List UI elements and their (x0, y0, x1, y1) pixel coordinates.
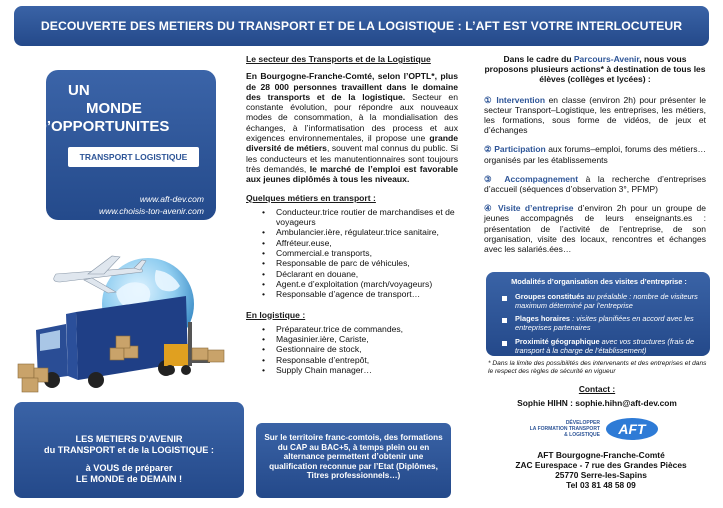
territory-training-box (256, 423, 451, 498)
truck-icon (36, 296, 188, 388)
opp-line-2: MONDE (86, 100, 142, 117)
action-item (484, 174, 706, 194)
sector-intro-bold: En Bourgogne-Franche-Comté, selon l’OPTL*, plus de 28 000 personnes travaillent dans le domaine des transports et de la logistique. (246, 71, 458, 102)
modalities-title: Modalités d’organisation des visites d’entreprise : (511, 277, 687, 286)
list-item: • Ambulancier.ière, régulateur.trice sanitaire, (262, 227, 458, 237)
intro-text-2: , nous vous proposons plusieurs actions* à destination de tous les élèves (collèges et lycées) : (484, 54, 706, 85)
action-item (484, 203, 706, 254)
logistics-jobs-list (246, 324, 458, 375)
list-item: • Déclarant en douane, (262, 269, 458, 279)
modality-row (494, 338, 704, 356)
future-jobs-line-3: à VOUS de préparer (85, 463, 173, 474)
sector-text-2: , souvent mal connus du public. Si les conducteurs et les manutentionnaires sont toujours très demandés, (246, 143, 458, 174)
action-item (484, 144, 706, 164)
opportunities-card (36, 70, 216, 220)
action-text: en classe (environ 2h) pour présenter le secteur Transport–Logistique, les entreprises, les métiers, les formations, sous forme de vidéos, de jeux et d’échanges (484, 94, 706, 136)
logo-tagline-2: LA FORMATION TRANSPORT (529, 426, 600, 432)
address-line-4: Tel 03 81 48 58 09 (566, 480, 636, 490)
territory-text: Sur le territoire franc-comtois, des formations du CAP au BAC+5, à temps plein ou en alternance permettent d’obtenir une qualification reconnue par l’Etat (Diplômes, Titres professionnels…) (264, 433, 443, 481)
list-item: • Responsable d’agence de transport… (262, 289, 458, 299)
action-item (484, 95, 706, 136)
sector-text-1: Secteur en constante évolution, pour répondre aux nouveaux modes de consommation, à la mondialisation des échanges, à l’informatisation des process et aux exigences environnementales, il propose une (246, 91, 458, 144)
opp-line-3: D’OPPORTUNITES (36, 118, 170, 135)
list-item: • Affréteur.euse, (262, 238, 458, 248)
action-title: Participation (494, 144, 546, 155)
square-bullet-icon (502, 296, 507, 301)
sector-column (246, 54, 458, 375)
logo-mark: AFT (618, 421, 646, 437)
list-item: • Agent.e d’exploitation (march/voyageurs) (262, 279, 458, 289)
action-title: Visite d’entreprise (497, 203, 574, 214)
visit-modalities-box (486, 272, 710, 356)
transport-logistics-illustration (16, 252, 236, 400)
opp-line-1: UN (68, 82, 90, 99)
address-line-2: ZAC Eurespace - 7 rue des Grandes Pièces (515, 460, 687, 470)
modality-label: Proximité géographique (515, 336, 600, 346)
list-item: • Responsable d’entrepôt, (262, 355, 458, 365)
modality-label: Groupes constitués (515, 291, 585, 301)
number-3-icon: ③ (484, 173, 497, 184)
transport-jobs-list (246, 207, 458, 300)
future-jobs-line-2: du TRANSPORT et de la LOGISTIQUE : (44, 444, 214, 455)
sector-title: Le secteur des Transports et de la Logistique (246, 54, 431, 64)
list-item: • Commercial.e transports, (262, 248, 458, 258)
action-title: Accompagnement (504, 173, 579, 184)
modality-text: avec vos structures (frais de transport à la charge de l’établissement) (515, 336, 695, 355)
list-item: • Responsable de parc de véhicules, (262, 258, 458, 268)
future-jobs-line-4: LE MONDE de DEMAIN ! (75, 473, 183, 484)
number-2-icon: ② (484, 144, 492, 155)
sector-diversity: grande diversité de métiers (246, 133, 458, 154)
list-item: • Supply Chain manager… (262, 365, 458, 375)
list-item: • Préparateur.trice de commandes, (262, 324, 458, 334)
number-4-icon: ④ (484, 203, 494, 214)
sector-paragraph (246, 71, 458, 184)
transport-logistique-badge: TRANSPORT LOGISTIQUE (68, 147, 199, 167)
address-block (496, 450, 706, 490)
future-jobs-box (14, 402, 244, 498)
action-title: Intervention (496, 94, 546, 105)
sector-job-market: le marché de l’emploi est favorable aux jeunes diplômés à tous les niveaux. (246, 163, 459, 185)
contact-block (486, 384, 708, 409)
address-line-3: 25770 Serre-les-Sapins (555, 470, 647, 480)
list-item: • Magasinier.ière, Cariste, (262, 334, 458, 344)
logistics-jobs-title: En logistique : (246, 309, 306, 320)
logo-tagline-1: DÉVELOPPER (565, 420, 600, 426)
list-item: • Conducteur.trice routier de marchandises et de voyageurs (262, 207, 458, 228)
modality-label: Plages horaires (515, 314, 571, 324)
modality-text: au préalable : nombre de visiteurs maximum déterminé par l’entreprise (515, 291, 698, 310)
future-jobs-line-1: LES METIERS D’AVENIR (75, 434, 183, 444)
aft-logo (529, 416, 690, 442)
modality-text: : visites planifiées en accord avec les entreprises partenaires (515, 314, 694, 333)
contact-title: Contact : (578, 384, 616, 394)
header-title: DECOUVERTE DES METIERS DU TRANSPORT ET DE LA LOGISTIQUE : L’AFT EST VOTRE INTERLOCUTEUR (40, 19, 683, 33)
logo-tagline-3: & LOGISTIQUE (564, 432, 600, 438)
action-text: aux forums–emploi, forums des métiers… organisés par les établissements (484, 144, 706, 165)
link-choisis-ton-avenir[interactable]: www.choisis-ton-avenir.com (98, 206, 204, 216)
square-bullet-icon (502, 318, 507, 323)
footnote: * Dans la limite des possibilités des intervenants et des entreprises et dans le respect des règles de sécurité en vigueur (488, 360, 707, 375)
number-1-icon: ① (484, 94, 493, 105)
actions-column (484, 54, 706, 254)
actions-intro (484, 54, 706, 85)
action-text: à la recherche d’entreprises d’accueil (séquences d’observation 3°, PFMP) (484, 173, 706, 195)
square-bullet-icon (502, 341, 507, 346)
link-aft-dev[interactable]: www.aft-dev.com (139, 194, 204, 204)
modality-row (494, 315, 704, 333)
parcours-avenir: Parcours-Avenir (573, 54, 640, 64)
contact-person[interactable]: Sophie HIHN : sophie.hihn@aft-dev.com (517, 398, 677, 409)
transport-jobs-title: Quelques métiers en transport : (246, 192, 376, 203)
list-item: • Gestionnaire de stock, (262, 344, 458, 354)
modality-row (494, 293, 704, 311)
header-banner (14, 6, 709, 46)
intro-text-1: Dans le cadre du (503, 54, 574, 64)
address-line-1: AFT Bourgogne-Franche-Comté (537, 450, 665, 460)
action-text: d’environ 2h pour un groupe de jeunes accompagnés de leurs enseignants.es : présentation de l’activité de l’entreprise, de son organisation, visite des locaux, rencontres et échanges avec les salariés.ées… (484, 203, 706, 255)
